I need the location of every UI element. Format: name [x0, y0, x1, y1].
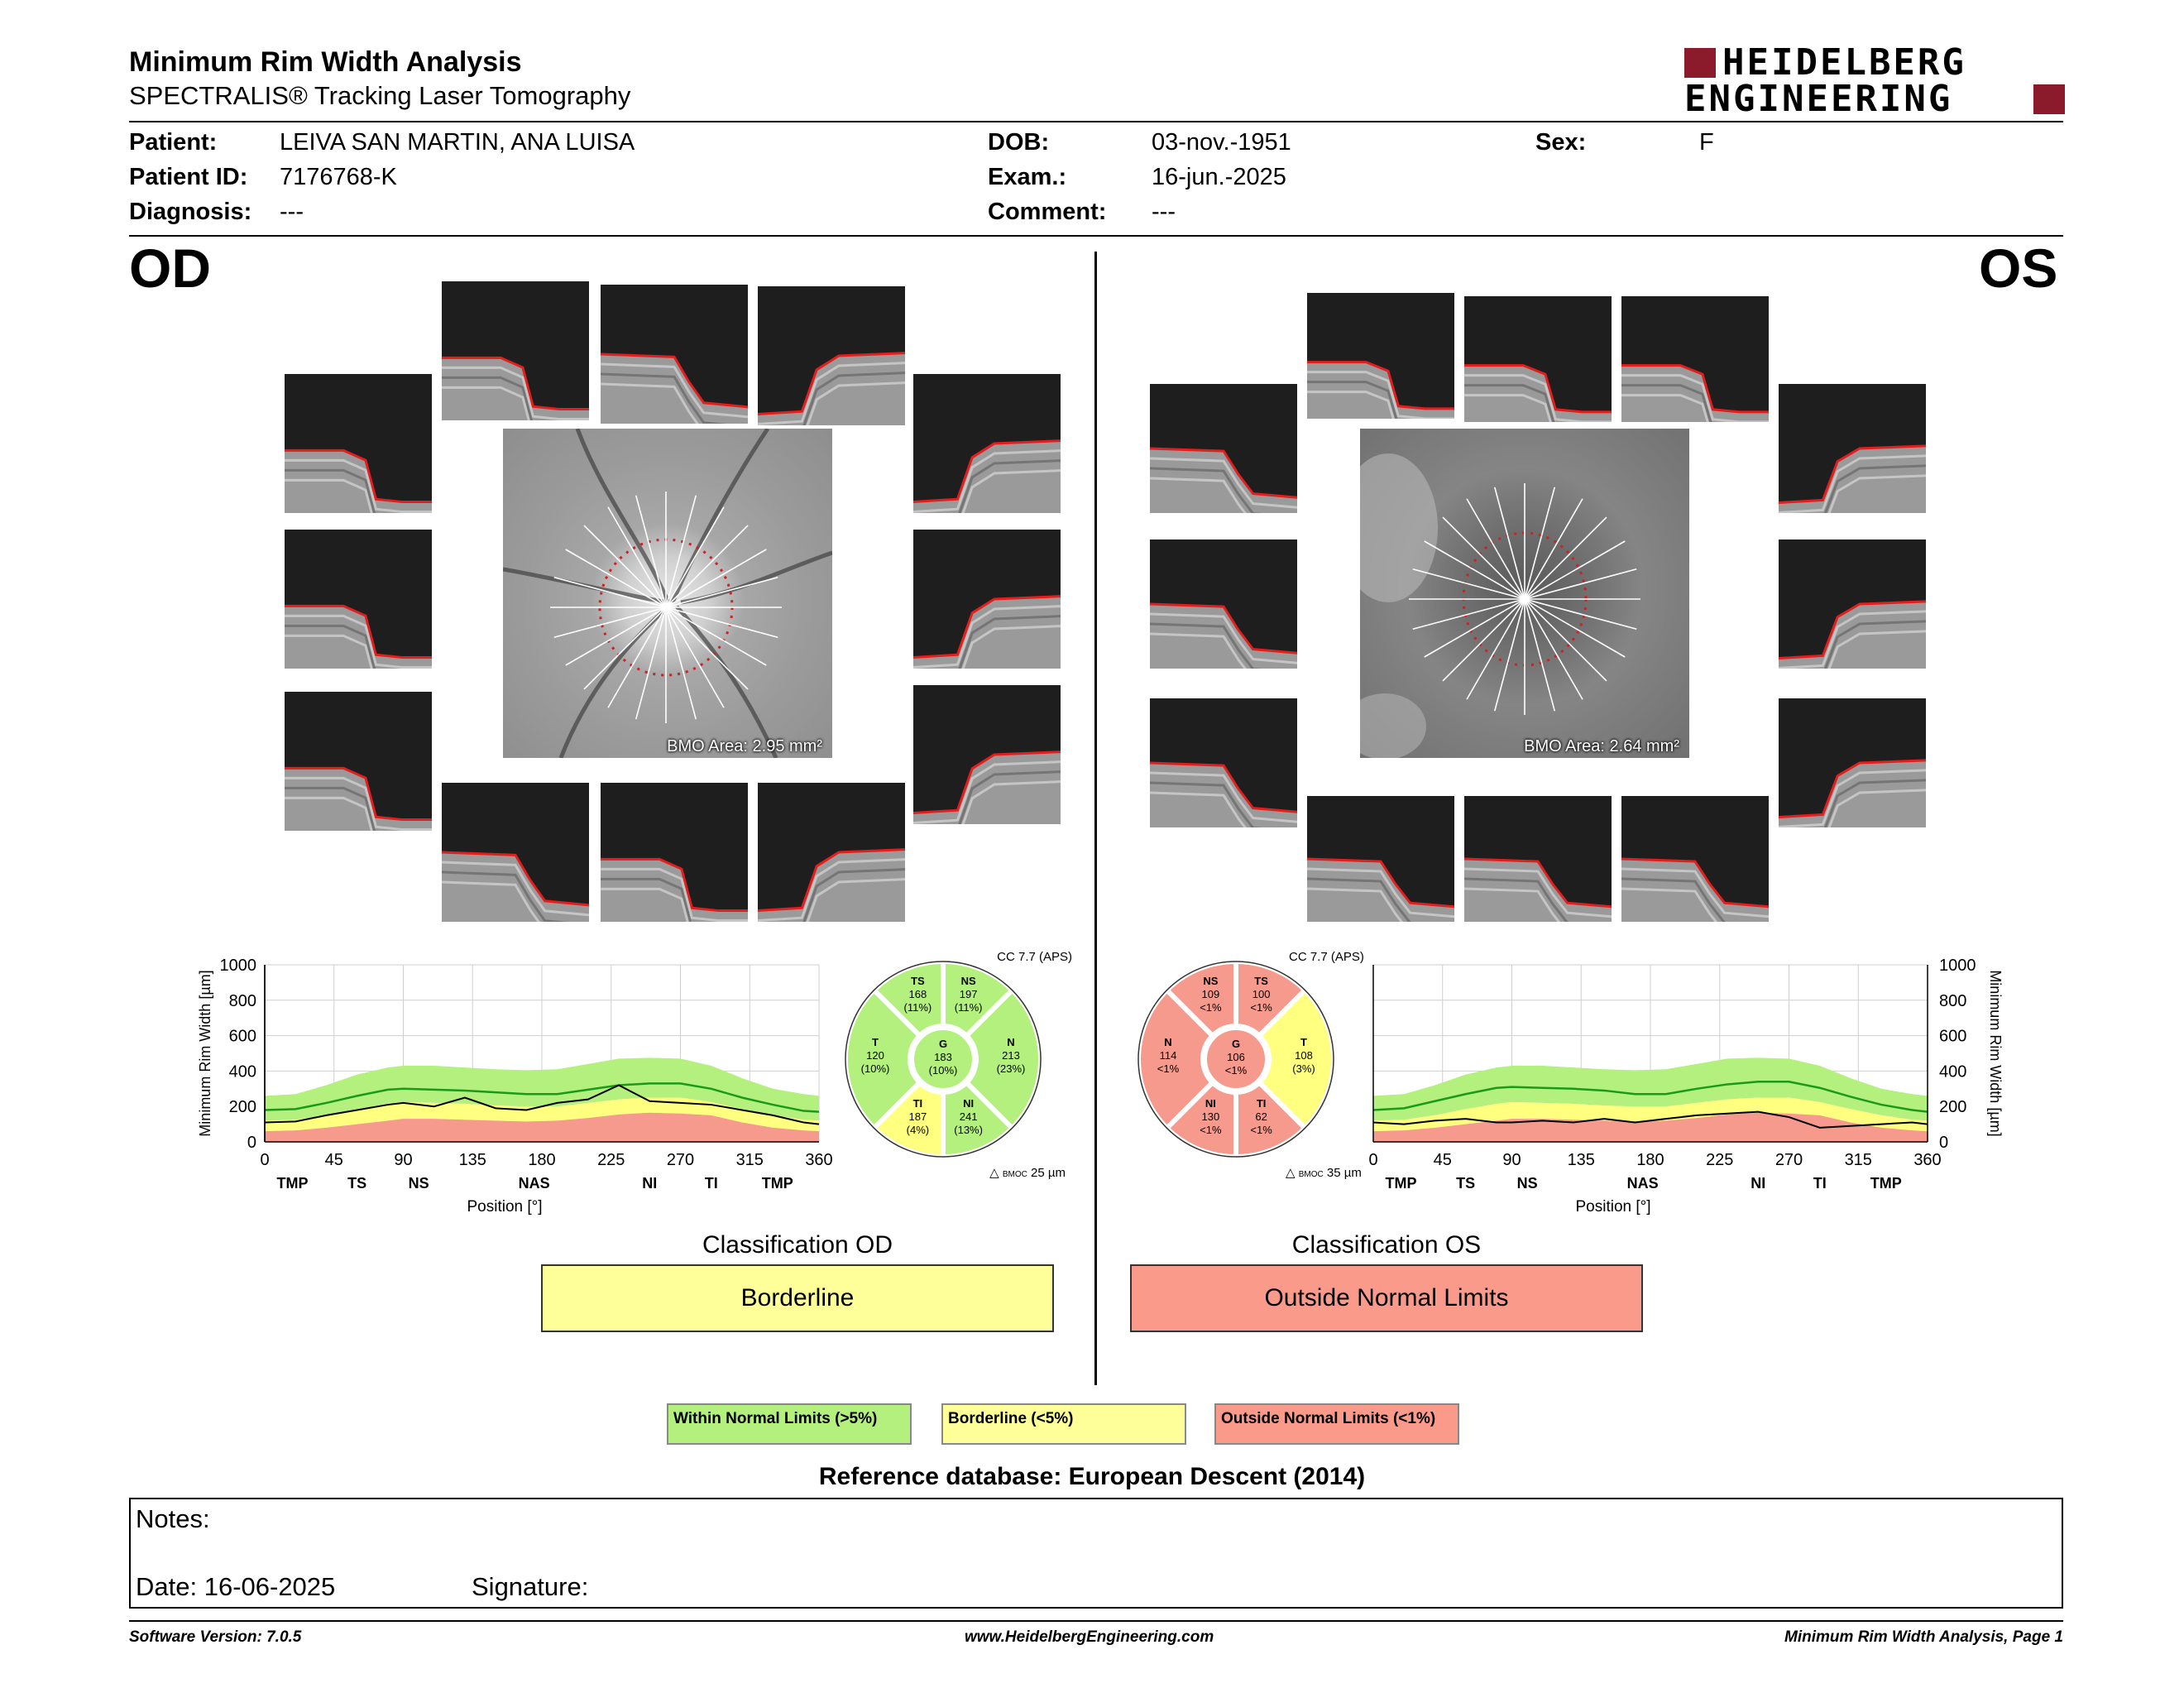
sector-g-value: 183: [934, 1051, 952, 1063]
x-tick-label: 225: [597, 1151, 625, 1169]
legend-outside-normal: Outside Normal Limits (<1%): [1214, 1403, 1459, 1445]
sector-ni-label: NI: [1205, 1096, 1216, 1110]
sector-ts-value: 100: [1252, 988, 1271, 1001]
x-tick-label: 270: [666, 1151, 695, 1169]
sector-t-value: 108: [1295, 1049, 1313, 1062]
x-tick-label: 270: [1774, 1151, 1803, 1169]
sector-ts-percent: (11%): [903, 1001, 932, 1014]
region-label: NS: [1516, 1175, 1538, 1192]
os-bmoc-prefix: BMOC: [1298, 1170, 1324, 1179]
website-link[interactable]: www.HeidelbergEngineering.com: [965, 1628, 1214, 1646]
region-label: TMP: [276, 1175, 309, 1192]
y-tick-label: 0: [247, 1134, 256, 1152]
os-bscan: [1307, 293, 1454, 419]
sector-g-value: 106: [1227, 1051, 1245, 1063]
dob-label: DOB:: [988, 129, 1050, 156]
os-bscan: [1307, 796, 1454, 922]
od-bmoc: [989, 1165, 1066, 1180]
y-axis-title: Minimum Rim Width [µm]: [197, 970, 213, 1137]
patient-name: LEIVA SAN MARTIN, ANA LUISA: [280, 129, 635, 156]
logo-text-top: HEIDELBERG: [1722, 41, 1966, 84]
exam-label: Exam.:: [988, 164, 1067, 190]
patient-id-label: Patient ID:: [129, 164, 248, 190]
sex-label: Sex:: [1535, 129, 1587, 156]
comment-value: ---: [1152, 199, 1176, 225]
x-axis-title: Position [°]: [1575, 1198, 1651, 1216]
sex-value: F: [1699, 129, 1714, 156]
od-bscan: [913, 374, 1061, 513]
y-tick-label: 200: [1939, 1098, 1967, 1117]
y-tick-label: 400: [1939, 1062, 1967, 1081]
region-label: NAS: [518, 1175, 550, 1192]
sector-n-value: 213: [1002, 1049, 1020, 1062]
patient-id: 7176768-K: [280, 164, 397, 190]
os-fundus-image: [1360, 429, 1689, 758]
x-tick-label: 90: [394, 1151, 413, 1169]
y-tick-label: 600: [1939, 1027, 1967, 1046]
legend-borderline: Borderline (<5%): [941, 1403, 1186, 1445]
sector-g-percent: (10%): [928, 1064, 958, 1077]
sector-n-label: N: [1164, 1036, 1172, 1048]
sector-ns-label: NS: [1203, 975, 1219, 988]
sector-ns-label: NS: [960, 975, 976, 988]
y-tick-label: 1000: [219, 957, 256, 975]
os-cc-label: CC 7.7 (APS): [1289, 950, 1364, 964]
od-bmoc-prefix: BMOC: [1002, 1170, 1027, 1179]
date-label: Date: 16-06-2025: [136, 1572, 336, 1601]
x-tick-label: 135: [1567, 1151, 1595, 1169]
region-label: TI: [704, 1175, 718, 1192]
os-bscan: [1779, 539, 1926, 669]
exam-value: 16-jun.-2025: [1152, 164, 1286, 190]
x-tick-label: 315: [1844, 1151, 1872, 1169]
sector-n-label: N: [1007, 1036, 1015, 1048]
software-version: Software Version: 7.0.5: [129, 1628, 302, 1646]
sector-ns-value: 197: [959, 988, 978, 1001]
sector-t-label: T: [1300, 1036, 1307, 1048]
od-bscan: [601, 783, 748, 922]
delta-icon: △: [1286, 1166, 1296, 1180]
os-bscan: [1621, 796, 1769, 922]
od-cc-label: CC 7.7 (APS): [997, 950, 1072, 964]
sector-g-label: G: [1231, 1038, 1241, 1050]
sector-n-value: 114: [1159, 1049, 1177, 1062]
x-tick-label: 90: [1502, 1151, 1521, 1169]
od-bscan: [913, 530, 1061, 669]
legend-within-normal: Within Normal Limits (>5%): [667, 1403, 912, 1445]
report-title: Minimum Rim Width Analysis: [129, 46, 522, 78]
x-tick-label: 180: [1636, 1151, 1664, 1169]
sector-t-label: T: [872, 1036, 879, 1048]
sector-ts-percent: <1%: [1250, 1001, 1272, 1014]
od-bscan: [442, 783, 589, 922]
od-bscan: [285, 530, 432, 669]
footer-rule: [129, 1620, 2063, 1622]
os-fundus-overlay: [1360, 429, 1689, 758]
od-bscan: [601, 285, 748, 424]
x-tick-label: 135: [458, 1151, 486, 1169]
region-label: TS: [347, 1175, 367, 1192]
od-bscan: [442, 281, 589, 420]
x-tick-label: 45: [1433, 1151, 1452, 1169]
x-tick-label: 0: [260, 1151, 270, 1169]
os-mrw-chart: [1357, 952, 2002, 1233]
od-bscan: [758, 783, 905, 922]
os-bscan: [1464, 296, 1612, 422]
sector-ti-label: TI: [1256, 1096, 1267, 1110]
patient-rule: [129, 235, 2063, 237]
signature-label: Signature:: [472, 1572, 589, 1601]
x-tick-label: 180: [528, 1151, 556, 1169]
sector-ni-percent: (13%): [954, 1123, 983, 1136]
sector-ni-value: 130: [1201, 1110, 1220, 1123]
reference-database: Reference database: European Descent (2014): [818, 1463, 1366, 1490]
od-classification-box: Borderline: [541, 1264, 1054, 1332]
os-bmoc: [1286, 1165, 1362, 1180]
os-bscan: [1150, 539, 1297, 669]
region-label: NAS: [1626, 1175, 1659, 1192]
region-label: TMP: [1870, 1175, 1902, 1192]
os-bscan: [1150, 698, 1297, 827]
os-classification-box: Outside Normal Limits: [1130, 1264, 1643, 1332]
sector-n-percent: <1%: [1157, 1062, 1180, 1075]
od-bscan: [285, 692, 432, 831]
os-classification-title: Classification OS: [1291, 1231, 1482, 1259]
sector-g-label: G: [938, 1038, 948, 1050]
y-tick-label: 0: [1939, 1134, 1949, 1152]
sector-ts-value: 168: [908, 988, 927, 1001]
od-bmo-area: BMO Area: 2.95 mm²: [667, 737, 822, 755]
region-label: TI: [1813, 1175, 1827, 1192]
diagnosis-label: Diagnosis:: [129, 199, 252, 225]
sector-t-percent: (10%): [860, 1062, 890, 1075]
region-label: NS: [408, 1175, 429, 1192]
sector-ti-value: 62: [1255, 1110, 1267, 1123]
report-subtitle: SPECTRALIS® Tracking Laser Tomography: [129, 81, 631, 110]
os-bscan: [1150, 384, 1297, 513]
page-label: Minimum Rim Width Analysis, Page 1: [1784, 1628, 2063, 1646]
region-label: TMP: [1385, 1175, 1417, 1192]
od-label: OD: [129, 237, 211, 299]
od-bscan: [758, 286, 905, 425]
y-tick-label: 1000: [1939, 957, 1976, 975]
sector-ns-value: 109: [1201, 988, 1220, 1001]
delta-icon: △: [989, 1166, 999, 1180]
y-axis-title: Minimum Rim Width [µm]: [1987, 970, 2002, 1137]
y-tick-label: 200: [228, 1098, 256, 1117]
patient-label: Patient:: [129, 129, 218, 156]
os-bscan: [1621, 296, 1769, 422]
header-rule: [129, 121, 2063, 122]
od-bscan: [285, 374, 432, 513]
od-mrw-chart: [190, 952, 836, 1233]
sector-ti-value: 187: [908, 1110, 927, 1123]
od-bscan: [913, 685, 1061, 824]
sector-t-value: 120: [866, 1049, 884, 1062]
os-bmo-area: BMO Area: 2.64 mm²: [1524, 737, 1679, 755]
sector-ti-percent: (4%): [906, 1123, 930, 1136]
od-fundus-overlay: [503, 429, 832, 758]
x-tick-label: 45: [324, 1151, 343, 1169]
sector-ni-label: NI: [963, 1096, 975, 1110]
logo-text-bottom: ENGINEERING: [1684, 78, 1953, 120]
os-bscan: [1779, 698, 1926, 827]
diagnosis-value: ---: [280, 199, 304, 225]
x-tick-label: 315: [735, 1151, 764, 1169]
x-tick-label: 360: [805, 1151, 833, 1169]
dob-value: 03-nov.-1951: [1152, 129, 1291, 156]
sector-ni-percent: <1%: [1200, 1123, 1222, 1136]
notes-label: Notes:: [136, 1504, 210, 1533]
sector-ti-percent: <1%: [1250, 1123, 1272, 1136]
sector-n-percent: (23%): [996, 1062, 1026, 1075]
region-label: TS: [1456, 1175, 1476, 1192]
y-tick-label: 400: [228, 1062, 256, 1081]
os-bmoc-value: 35 µm: [1326, 1166, 1362, 1180]
y-tick-label: 600: [228, 1027, 256, 1046]
sector-t-percent: (3%): [1292, 1062, 1315, 1075]
os-bscan: [1464, 796, 1612, 922]
os-sector-diagram: [1128, 943, 1377, 1183]
comment-label: Comment:: [988, 199, 1107, 225]
od-classification-title: Classification OD: [702, 1231, 893, 1259]
sector-ns-percent: <1%: [1200, 1001, 1222, 1014]
heidelberg-logo: [1684, 41, 2065, 120]
od-fundus-image: [503, 429, 832, 758]
x-tick-label: 360: [1913, 1151, 1942, 1169]
sector-ts-label: TS: [1254, 975, 1268, 988]
sector-ts-label: TS: [911, 975, 925, 988]
y-tick-label: 800: [228, 991, 256, 1010]
sector-ti-label: TI: [912, 1096, 923, 1110]
x-tick-label: 0: [1368, 1151, 1378, 1169]
y-tick-label: 800: [1939, 991, 1967, 1010]
sector-ni-value: 241: [959, 1110, 978, 1123]
od-bmoc-value: 25 µm: [1031, 1166, 1066, 1180]
region-label: TMP: [761, 1175, 793, 1192]
region-label: NI: [1751, 1175, 1766, 1192]
sector-ns-percent: (11%): [954, 1001, 983, 1014]
sector-g-percent: <1%: [1224, 1064, 1248, 1077]
eye-divider: [1094, 252, 1097, 1385]
x-tick-label: 225: [1706, 1151, 1734, 1169]
os-label: OS: [1979, 237, 2058, 299]
notes-box[interactable]: [129, 1498, 2063, 1609]
region-label: NI: [642, 1175, 658, 1192]
x-axis-title: Position [°]: [467, 1198, 543, 1216]
os-bscan: [1779, 384, 1926, 513]
od-sector-diagram: [836, 943, 1084, 1183]
